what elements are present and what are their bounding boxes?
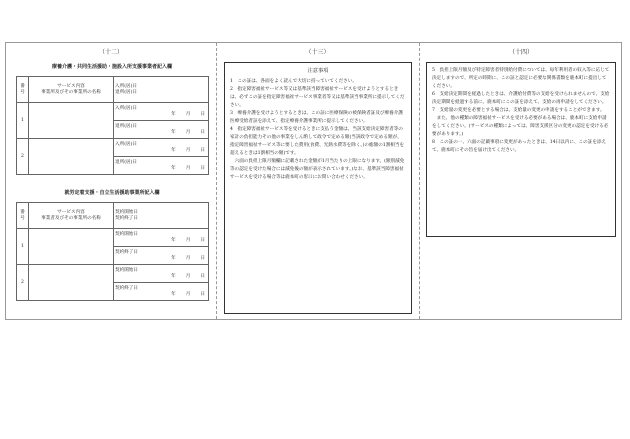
table1-caption: 療養介護・共同生活援助・施設入所支援事業者記入欄 bbox=[51, 64, 172, 70]
page-divider-right bbox=[419, 43, 420, 319]
note-item: 8 この証の一、六面の記載事項に変更があったときは、14日以内に、この証を添えて、鹿本町にその旨を届け出てください。 bbox=[432, 140, 607, 154]
contract-start-label: 契約開始日 bbox=[115, 210, 138, 216]
booklet-sheet bbox=[5, 42, 622, 320]
business-name-cell[interactable] bbox=[29, 265, 114, 301]
notice-item: 六面の負担上限月額欄に記載された金額が1月当たりの上限になります。(額別減免等の認定を受けた場合には減免後の額が表示されています。)なお、基準該当障害福祉サービスを受ける場合等は鹿本町の窓口にお問い合わせください。 bbox=[230, 159, 405, 181]
contract-start-cell[interactable]: 契約開始日 年 月 日 bbox=[114, 265, 209, 283]
exit-label: 退所(居)日 bbox=[115, 89, 137, 95]
business-name-label: 事業者及びその事業所の名称 bbox=[41, 215, 101, 221]
notice-item: 1 この証は、各面をよく読んで大切に持っていてください。 bbox=[230, 79, 357, 85]
table2-dates-header bbox=[114, 203, 209, 229]
entry-date-cell[interactable]: 入所(居)日 年 月 日 bbox=[114, 103, 209, 121]
notice-title: 注意事項 bbox=[307, 68, 329, 74]
page-divider-left bbox=[216, 43, 217, 319]
contract-end-cell[interactable]: 契約終了日 年 月 日 bbox=[114, 283, 209, 301]
notice-item: 4 指定障害福祉サービス等を受けるときに支払う金額は、当該支給決定障害者等の家計の負担能力その他の事業をしん酌して政令で定める額(当該政令で定める額が、指定障害福祉サービス等に要した費用(食費、光熱水費等を除く。)の総額の1割相当を超えるときは1割相当の額)です。 bbox=[230, 127, 405, 157]
contract-end-cell[interactable]: 契約終了日 年 月 日 bbox=[114, 247, 209, 265]
row-number: 1 bbox=[17, 103, 29, 139]
service-label: サービス内容 bbox=[57, 210, 85, 216]
entry-date-cell[interactable]: 入所(居)日 年 月 日 bbox=[114, 139, 209, 157]
table1-service-header bbox=[29, 77, 114, 103]
business-name-cell[interactable] bbox=[29, 229, 114, 265]
panel-title-13: （十三） bbox=[305, 49, 330, 56]
facility-name-label: 事業所及びその事業所の名称 bbox=[41, 89, 101, 95]
service-label: サービス内容 bbox=[57, 84, 85, 90]
row-number: 2 bbox=[17, 139, 29, 175]
note-item: 6 支給決定期間を経過したときは、介護給付費等の支給を受けられませんので、支給決定期間を経過する前に、鹿本町にこの証を添えて、支給の再申請をしてください。 bbox=[432, 92, 610, 106]
employment-table bbox=[16, 202, 209, 301]
table2-no-header: 番号 bbox=[17, 203, 29, 229]
contract-start-cell[interactable]: 契約開始日 年 月 日 bbox=[114, 229, 209, 247]
notice-item: 2 指定障害福祉サービス等又は基準該当障害福祉サービスを受けようとするときは、必ずこの証を指定障害福祉サービス事業者等又は基準該当事業所に提示してください。 bbox=[230, 87, 405, 109]
facility-name-cell[interactable] bbox=[29, 139, 114, 175]
notice-item: 3 療養介護を受けようとするときは、この証に医療保険の被保険者証及び療養介護医療受給者証を添えて、指定療養介護事業所に提示してください。 bbox=[230, 111, 403, 125]
facility-name-cell[interactable] bbox=[29, 103, 114, 139]
table2-caption: 就労定着支援・自立生活援助事業所記入欄 bbox=[64, 190, 160, 196]
exit-date-cell[interactable]: 退所(居)日 年 月 日 bbox=[114, 157, 209, 175]
table1-no-header: 番号 bbox=[17, 77, 29, 103]
facility-table bbox=[16, 76, 209, 175]
exit-date-cell[interactable]: 退所(居)日 年 月 日 bbox=[114, 121, 209, 139]
row-number: 1 bbox=[17, 229, 29, 265]
contract-end-label: 契約終了日 bbox=[115, 215, 138, 221]
note-item: 7 支給量の変更を必要とする場合は、支給量の変更の申請をすることができます。 bbox=[432, 108, 605, 114]
entry-label: 入所(居)日 bbox=[115, 84, 137, 90]
notes-box bbox=[426, 62, 616, 237]
note-item: また、他の種類の障害福祉サービスを受ける必要がある場合は、鹿本町に支給申請をしてください。(サービスの種類によっては、障害支援区分の変更の認定を受ける必要があります。) bbox=[432, 116, 609, 138]
panel-title-14: （十四） bbox=[508, 49, 533, 56]
notice-box bbox=[224, 62, 412, 314]
note-item: 5 負担上限月額及び特定障害者特別給付費については、毎年利用者の収入等に応じて決定しますので、所定の時期に、この証と認定に必要な関係書類を鹿本町に提出してください。 bbox=[432, 68, 610, 90]
panel-title-12: （十二） bbox=[98, 49, 123, 56]
row-number: 2 bbox=[17, 265, 29, 301]
table2-service-header bbox=[29, 203, 114, 229]
table1-dates-header bbox=[114, 77, 209, 103]
